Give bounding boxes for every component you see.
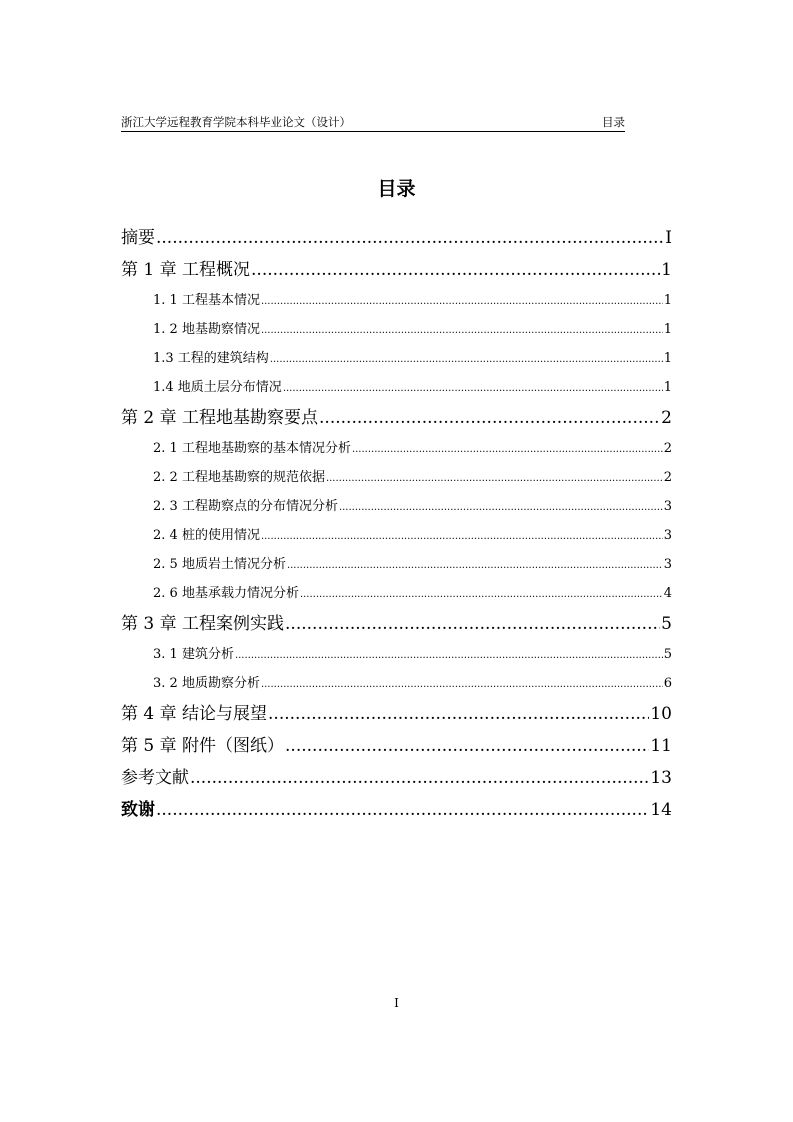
toc-entry-page: I: [665, 228, 672, 248]
toc-entry[interactable]: [121, 463, 672, 492]
toc-entry-label: 第 3 章 工程案例实践: [121, 614, 285, 634]
toc-entry-page: 14: [650, 800, 672, 820]
toc-entry[interactable]: [121, 762, 672, 794]
toc-leader-dots: [261, 287, 663, 315]
toc-leader-dots: [285, 730, 649, 762]
toc-entry-page: 13: [650, 768, 672, 788]
toc-leader-dots: [283, 374, 663, 402]
page-header: [121, 112, 625, 132]
toc-entry[interactable]: [121, 286, 672, 315]
toc-entry-label: 致谢: [121, 800, 155, 820]
toc-entry-label: 第 4 章 结论与展望: [121, 704, 268, 724]
page-title: 目录: [377, 178, 416, 200]
toc-entry-page: 1: [663, 351, 672, 366]
toc-entry-label: 1. 2 地基勘察情况: [153, 322, 260, 337]
toc-entry[interactable]: [121, 579, 672, 608]
toc-entry-page: 3: [663, 528, 672, 543]
toc-entry-label: 第 5 章 附件（图纸）: [121, 736, 285, 756]
toc-entry-page: 3: [663, 557, 672, 572]
toc-entry-page: 4: [663, 586, 672, 601]
toc-entry[interactable]: [121, 521, 672, 550]
toc-entry-page: 1: [663, 322, 672, 337]
toc-entry-label: 1.3 工程的建筑结构: [153, 351, 269, 366]
toc-leader-dots: [287, 551, 663, 579]
header-section: 目录: [602, 115, 625, 129]
toc-entry-page: 1: [663, 293, 672, 308]
toc-leader-dots: [235, 641, 663, 669]
toc-entry-page: 5: [663, 647, 672, 662]
toc-entry[interactable]: [121, 373, 672, 402]
toc-entry-label: 第 1 章 工程概况: [121, 260, 251, 280]
toc-entry-page: 11: [650, 736, 672, 756]
toc-leader-dots: [156, 794, 649, 826]
toc-entry-label: 3. 2 地质勘察分析: [153, 676, 260, 691]
toc-entry[interactable]: [121, 669, 672, 698]
toc-leader-dots: [339, 493, 663, 521]
toc-entry-label: 1.4 地质土层分布情况: [153, 380, 282, 395]
toc-entry[interactable]: [121, 608, 672, 640]
toc-entry-page: 2: [661, 408, 672, 428]
toc-entry-label: 参考文献: [121, 768, 189, 788]
toc-entry-label: 第 2 章 工程地基勘察要点: [121, 408, 319, 428]
toc-entry[interactable]: [121, 492, 672, 521]
toc-leader-dots: [261, 522, 663, 550]
header-title: 浙江大学远程教育学院本科毕业论文（设计）: [121, 115, 351, 129]
toc-leader-dots: [190, 762, 649, 794]
toc-entry[interactable]: [121, 730, 672, 762]
toc-leader-dots: [261, 316, 663, 344]
toc-entry[interactable]: [121, 344, 672, 373]
toc-entry-label: 2. 3 工程勘察点的分布情况分析: [153, 499, 338, 514]
toc-leader-dots: [268, 698, 649, 730]
toc-entry[interactable]: [121, 698, 672, 730]
toc-leader-dots: [285, 608, 660, 640]
toc-entry-page: 2: [663, 441, 672, 456]
toc-entry-page: 1: [663, 380, 672, 395]
toc-entry[interactable]: [121, 550, 672, 579]
toc-entry-label: 3. 1 建筑分析: [153, 647, 234, 662]
toc-entry-page: 6: [663, 676, 672, 691]
toc-leader-dots: [352, 435, 663, 463]
toc-entry-label: 1. 1 工程基本情况: [153, 293, 260, 308]
toc-entry[interactable]: [121, 402, 672, 434]
toc-entry-page: 2: [663, 470, 672, 485]
toc-entry-label: 2. 6 地基承载力情况分析: [153, 586, 299, 601]
toc-entry-label: 2. 4 桩的使用情况: [153, 528, 260, 543]
toc-entry-page: 1: [661, 260, 672, 280]
toc-leader-dots: [300, 580, 663, 608]
toc-entry[interactable]: [121, 640, 672, 669]
toc-leader-dots: [261, 670, 663, 698]
toc-entry[interactable]: [121, 794, 672, 826]
toc-leader-dots: [251, 254, 660, 286]
toc-entry-page: 5: [661, 614, 672, 634]
toc-entry-label: 2. 2 工程地基勘察的规范依据: [153, 470, 325, 485]
table-of-contents: [121, 222, 672, 826]
toc-entry[interactable]: [121, 254, 672, 286]
toc-leader-dots: [156, 222, 664, 254]
toc-leader-dots: [319, 402, 660, 434]
toc-entry[interactable]: [121, 222, 672, 254]
toc-leader-dots: [270, 345, 663, 373]
toc-entry-page: 3: [663, 499, 672, 514]
toc-entry-label: 摘要: [121, 228, 155, 248]
page-number: I: [394, 996, 399, 1010]
toc-leader-dots: [326, 464, 663, 492]
toc-entry[interactable]: [121, 315, 672, 344]
toc-entry-page: 10: [650, 704, 672, 724]
toc-entry[interactable]: [121, 434, 672, 463]
toc-entry-label: 2. 5 地质岩土情况分析: [153, 557, 286, 572]
toc-entry-label: 2. 1 工程地基勘察的基本情况分析: [153, 441, 351, 456]
